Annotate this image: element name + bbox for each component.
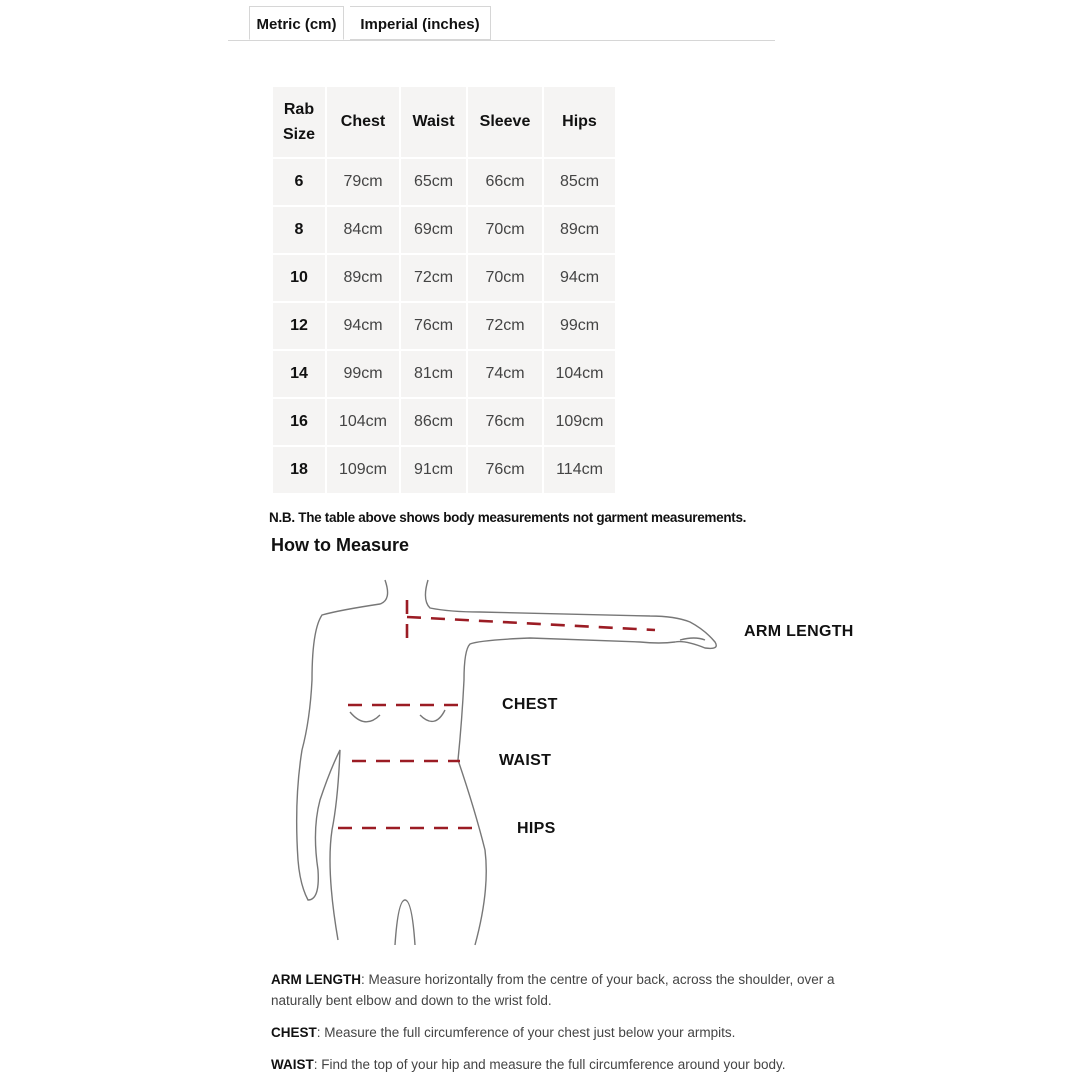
table-row bbox=[272, 446, 616, 494]
measurement-cell: 104cm bbox=[543, 350, 616, 398]
measurement-cell: 74cm bbox=[467, 350, 543, 398]
size-cell: 6 bbox=[272, 158, 326, 206]
measurement-cell: 76cm bbox=[467, 446, 543, 494]
measurement-cell: 79cm bbox=[326, 158, 400, 206]
size-cell: 12 bbox=[272, 302, 326, 350]
how-to-measure-heading: How to Measure bbox=[271, 535, 410, 555]
measurement-cell: 70cm bbox=[467, 254, 543, 302]
measurement-cell: 72cm bbox=[467, 302, 543, 350]
label-chest: CHEST bbox=[502, 696, 558, 713]
instruction-chest: CHEST: Measure the full circumference of your chest just below your armpits. bbox=[271, 1025, 736, 1040]
header-sleeve: Sleeve bbox=[467, 86, 543, 158]
measurement-cell: 91cm bbox=[400, 446, 467, 494]
measurement-cell: 94cm bbox=[543, 254, 616, 302]
size-chart-table bbox=[271, 85, 617, 495]
measurement-cell: 70cm bbox=[467, 206, 543, 254]
size-cell: 8 bbox=[272, 206, 326, 254]
table-header-row bbox=[272, 86, 616, 158]
measurement-cell: 66cm bbox=[467, 158, 543, 206]
header-rab-size: Rab Size bbox=[272, 86, 326, 158]
measurement-cell: 99cm bbox=[326, 350, 400, 398]
size-cell: 16 bbox=[272, 398, 326, 446]
label-hips: HIPS bbox=[517, 820, 556, 837]
measurement-cell: 94cm bbox=[326, 302, 400, 350]
table-row bbox=[272, 398, 616, 446]
header-waist: Waist bbox=[400, 86, 467, 158]
tab-imperial[interactable]: Imperial (inches) bbox=[350, 6, 491, 40]
size-cell: 18 bbox=[272, 446, 326, 494]
measurement-cell: 114cm bbox=[543, 446, 616, 494]
measurement-cell: 104cm bbox=[326, 398, 400, 446]
header-chest: Chest bbox=[326, 86, 400, 158]
table-row bbox=[272, 254, 616, 302]
measurement-cell: 69cm bbox=[400, 206, 467, 254]
measurement-cell: 76cm bbox=[467, 398, 543, 446]
tab-metric[interactable]: Metric (cm) bbox=[249, 6, 344, 40]
table-row bbox=[272, 206, 616, 254]
size-cell: 10 bbox=[272, 254, 326, 302]
table-row bbox=[272, 158, 616, 206]
measurement-cell: 89cm bbox=[326, 254, 400, 302]
instruction-waist: WAIST: Find the top of your hip and measure the full circumference around your body. bbox=[271, 1057, 786, 1072]
header-hips: Hips bbox=[543, 86, 616, 158]
table-row bbox=[272, 350, 616, 398]
measurement-cell: 99cm bbox=[543, 302, 616, 350]
measurement-note: N.B. The table above shows body measurements not garment measurements. bbox=[269, 510, 747, 525]
label-waist: WAIST bbox=[499, 752, 552, 769]
label-arm-length: ARM LENGTH bbox=[744, 623, 854, 640]
instruction-arm-length: ARM LENGTH: Measure horizontally from the centre of your back, across the shoulder, over a naturally bent elbow and down to the wrist fold. bbox=[271, 972, 835, 1008]
measurement-cell: 86cm bbox=[400, 398, 467, 446]
measurement-cell: 65cm bbox=[400, 158, 467, 206]
measurement-cell: 84cm bbox=[326, 206, 400, 254]
measurement-cell: 109cm bbox=[326, 446, 400, 494]
size-cell: 14 bbox=[272, 350, 326, 398]
unit-tabs bbox=[228, 6, 775, 41]
measurement-cell: 81cm bbox=[400, 350, 467, 398]
table-row bbox=[272, 302, 616, 350]
measurement-lines bbox=[338, 600, 655, 828]
measurement-cell: 109cm bbox=[543, 398, 616, 446]
measurement-cell: 89cm bbox=[543, 206, 616, 254]
measurement-cell: 76cm bbox=[400, 302, 467, 350]
measurement-cell: 72cm bbox=[400, 254, 467, 302]
measurement-cell: 85cm bbox=[543, 158, 616, 206]
arm-length-line bbox=[407, 617, 655, 630]
